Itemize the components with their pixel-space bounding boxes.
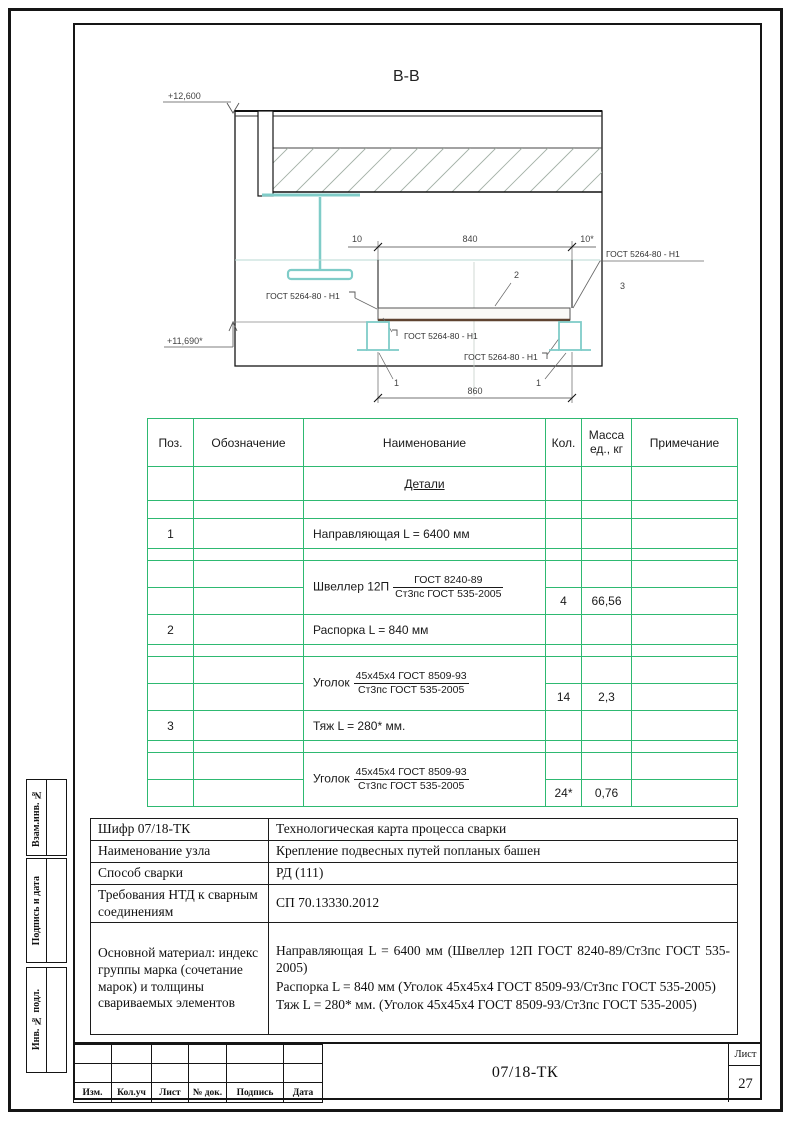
info-label: Наименование узла xyxy=(91,841,269,863)
col-header-qty: Кол. xyxy=(546,419,582,467)
col-podpis: Подпись xyxy=(227,1083,284,1103)
dim-860-label: 860 xyxy=(467,386,483,396)
weld-tail-symbol xyxy=(349,292,355,298)
weld-label-under-bar: ГОСТ 5264-80 - Н1 xyxy=(404,331,478,341)
table-row xyxy=(91,923,738,1035)
col-header-pos: Поз. xyxy=(148,419,194,467)
info-label: Способ сварки xyxy=(91,863,269,885)
col-header-designation: Обозначение xyxy=(194,419,304,467)
table-row xyxy=(91,863,738,885)
col-data: Дата xyxy=(284,1083,323,1103)
table-row xyxy=(91,841,738,863)
item-profile: Уголок $\frac{\text{45х45х4 ГОСТ 8509-93}}{\text{Ст3пс ГОСТ 535-2005}}$ xyxy=(304,753,546,807)
sidebar-box-podpis-data xyxy=(26,858,67,963)
item-name: Направляющая L = 6400 мм xyxy=(304,519,546,549)
slab-hatching xyxy=(244,148,626,192)
callout-pos1-right: 1 xyxy=(536,378,542,388)
table-row xyxy=(91,819,738,841)
item-pos: 3 xyxy=(148,711,194,741)
col-header-name: Наименование xyxy=(304,419,546,467)
revision-grid xyxy=(73,1044,323,1103)
info-label: Основной материал: индекс группы марка (сочетание марок) и толщины свариваемых элементов xyxy=(91,923,269,1035)
table-row xyxy=(148,657,738,684)
sidebar-label: Подпись и дата xyxy=(31,875,42,946)
info-value: Крепление подвесных путей попланых башен xyxy=(269,841,738,863)
item-profile: Уголок $\frac{\text{45х45х4 ГОСТ 8509-93}}{\text{Ст3пс ГОСТ 535-2005}}$ xyxy=(304,657,546,711)
item-mass: 2,3 xyxy=(582,684,632,711)
material-line: Распорка L = 840 мм (Уголок 45х45х4 ГОСТ 8509-93/Ст3пс ГОСТ 535-2005) xyxy=(276,978,716,994)
callout-pos3: 3 xyxy=(620,281,626,291)
column-section xyxy=(258,111,273,196)
item-pos: 1 xyxy=(148,519,194,549)
section-title: В-В xyxy=(393,68,420,85)
info-table xyxy=(90,818,738,1035)
table-row xyxy=(148,753,738,780)
elevation-bottom-label: +11,690* xyxy=(167,336,203,346)
title-block xyxy=(73,1042,762,1100)
sidebar-box-inv-podl xyxy=(26,967,67,1073)
dim-10star-label: 10* xyxy=(580,234,594,244)
guide-channel-right xyxy=(549,322,591,350)
ibeam-monorail xyxy=(262,195,363,279)
parts-table-header-row xyxy=(148,419,738,467)
material-line: Тяж L = 280* мм. (Уголок 45х45х4 ГОСТ 8509-93/Ст3пс ГОСТ 535-2005) xyxy=(276,997,697,1013)
item-qty: 4 xyxy=(546,588,582,615)
sheet-label: Лист xyxy=(729,1044,762,1066)
item-profile: Швеллер 12П $\frac{\text{ГОСТ 8240-89}}{\text{Ст3пс ГОСТ 535-2005}}$ xyxy=(304,561,546,615)
info-label: Шифр 07/18-ТК xyxy=(91,819,269,841)
info-label: Требования НТД к сварным соединениям xyxy=(91,885,269,923)
item-qty: 24* xyxy=(546,780,582,807)
sidebar-box-vzam-inv xyxy=(26,779,67,856)
col-koluch: Кол.уч xyxy=(112,1083,152,1103)
sidebar-label: Взам.инв. № xyxy=(31,788,42,847)
callout-pos2: 2 xyxy=(514,270,520,280)
item-qty: 14 xyxy=(546,684,582,711)
info-value xyxy=(269,923,738,1035)
material-line: Направляющая L = 6400 мм (Швеллер 12П ГОСТ 8240-89/Ст3пс ГОСТ 535-2005) xyxy=(276,942,730,975)
item-mass: 0,76 xyxy=(582,780,632,807)
group-row xyxy=(148,467,738,501)
table-row xyxy=(148,711,738,741)
dim-10-label: 10 xyxy=(351,234,363,244)
group-label: Детали xyxy=(404,476,445,491)
parts-table xyxy=(147,418,738,807)
sidebar-label: Инв. № подл. xyxy=(31,989,42,1051)
weld-label-lower-right: ГОСТ 5264-80 - Н1 xyxy=(464,352,538,362)
col-header-note: Примечание xyxy=(632,419,738,467)
spacer-bar xyxy=(378,308,570,320)
table-row xyxy=(148,615,738,645)
item-mass: 66,56 xyxy=(582,588,632,615)
col-list: Лист xyxy=(152,1083,189,1103)
table-row xyxy=(148,561,738,588)
item-name: Распорка L = 840 мм xyxy=(304,615,546,645)
table-row xyxy=(148,519,738,549)
info-value: СП 70.13330.2012 xyxy=(269,885,738,923)
col-header-mass: Масса ед., кг xyxy=(582,419,632,467)
guide-channel-left xyxy=(357,322,399,350)
info-value: Технологическая карта процесса сварки xyxy=(269,819,738,841)
weld-label-top-right: ГОСТ 5264-80 - Н1 xyxy=(606,249,680,259)
dim-840-label: 840 xyxy=(462,234,478,244)
weld-tail-symbol xyxy=(542,353,547,359)
weld-tail-symbol xyxy=(392,330,397,336)
weld-label-left: ГОСТ 5264-80 - Н1 xyxy=(266,291,340,301)
doc-code: 07/18-ТК xyxy=(491,1064,559,1081)
table-row xyxy=(91,885,738,923)
section-drawing xyxy=(0,0,794,420)
item-name: Тяж L = 280* мм. xyxy=(304,711,546,741)
callout-pos1-left: 1 xyxy=(394,378,400,388)
col-dok: № док. xyxy=(189,1083,227,1103)
info-value: РД (111) xyxy=(269,863,738,885)
item-pos: 2 xyxy=(148,615,194,645)
elevation-top-label: +12,600 xyxy=(168,91,201,101)
sheet-number: 27 xyxy=(738,1075,753,1092)
col-izm: Изм. xyxy=(74,1083,112,1103)
sheet-cell xyxy=(728,1044,762,1102)
